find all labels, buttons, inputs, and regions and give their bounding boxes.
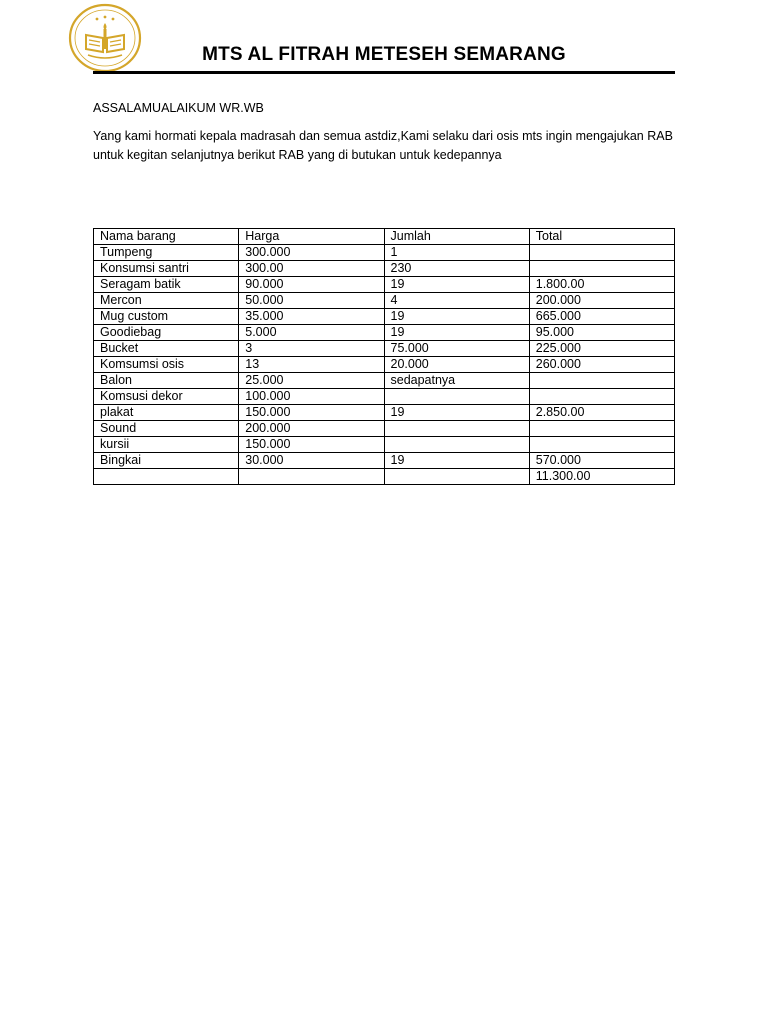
rab-table <box>93 228 675 485</box>
logo-star <box>104 16 107 19</box>
logo-star <box>112 18 115 21</box>
table-row <box>94 389 675 405</box>
table-cell: 200.000 <box>529 293 674 309</box>
table-cell: 13 <box>239 357 384 373</box>
table-cell: Sound <box>94 421 239 437</box>
table-cell: Tumpeng <box>94 245 239 261</box>
table-cell: Bucket <box>94 341 239 357</box>
table-cell: Mercon <box>94 293 239 309</box>
table-cell: Konsumsi santri <box>94 261 239 277</box>
table-row <box>94 373 675 389</box>
table-cell: 225.000 <box>529 341 674 357</box>
table-cell: 20.000 <box>384 357 529 373</box>
column-header: Harga <box>239 229 384 245</box>
table-cell: 665.000 <box>529 309 674 325</box>
table-row <box>94 341 675 357</box>
page-title: MTS AL FITRAH METESEH SEMARANG <box>202 44 566 65</box>
table-header-row <box>94 229 675 245</box>
table-cell: 300.00 <box>239 261 384 277</box>
table-cell <box>529 373 674 389</box>
table-cell: 19 <box>384 453 529 469</box>
table-cell <box>94 469 239 485</box>
table-cell <box>384 469 529 485</box>
table-cell: Komsusi dekor <box>94 389 239 405</box>
table-cell: 150.000 <box>239 405 384 421</box>
table-cell: 25.000 <box>239 373 384 389</box>
table-cell: 4 <box>384 293 529 309</box>
table-row <box>94 405 675 421</box>
header-divider <box>93 71 675 74</box>
table-cell: 19 <box>384 277 529 293</box>
table-cell: sedapatnya <box>384 373 529 389</box>
table-cell: 300.000 <box>239 245 384 261</box>
letter-greeting: ASSALAMUALAIKUM WR.WB <box>93 101 264 115</box>
table-cell: 90.000 <box>239 277 384 293</box>
table-row <box>94 437 675 453</box>
table-cell: 75.000 <box>384 341 529 357</box>
table-cell: plakat <box>94 405 239 421</box>
table-cell: 200.000 <box>239 421 384 437</box>
table-row <box>94 245 675 261</box>
table-cell: 570.000 <box>529 453 674 469</box>
table-cell: 35.000 <box>239 309 384 325</box>
grand-total-cell: 11.300.00 <box>529 469 674 485</box>
table-cell: 19 <box>384 325 529 341</box>
table-cell: 260.000 <box>529 357 674 373</box>
table-cell <box>529 421 674 437</box>
table-cell <box>529 437 674 453</box>
table-cell: 95.000 <box>529 325 674 341</box>
logo-star <box>96 18 99 21</box>
table-cell: 150.000 <box>239 437 384 453</box>
table-cell: kursii <box>94 437 239 453</box>
table-cell <box>529 389 674 405</box>
table-cell: 5.000 <box>239 325 384 341</box>
table-cell <box>239 469 384 485</box>
table-cell: 2.850.00 <box>529 405 674 421</box>
table-cell: 3 <box>239 341 384 357</box>
table-row <box>94 277 675 293</box>
table-row <box>94 309 675 325</box>
column-header: Total <box>529 229 674 245</box>
table-cell <box>384 421 529 437</box>
table-cell: Balon <box>94 373 239 389</box>
table-cell: Goodiebag <box>94 325 239 341</box>
table-cell: 1.800.00 <box>529 277 674 293</box>
table-cell: 30.000 <box>239 453 384 469</box>
table-cell: Seragam batik <box>94 277 239 293</box>
table-row <box>94 453 675 469</box>
table-cell: 50.000 <box>239 293 384 309</box>
column-header: Jumlah <box>384 229 529 245</box>
table-row <box>94 261 675 277</box>
table-row <box>94 325 675 341</box>
table-total-row <box>94 469 675 485</box>
table-row <box>94 293 675 309</box>
table-row <box>94 421 675 437</box>
table-cell <box>384 389 529 405</box>
column-header: Nama barang <box>94 229 239 245</box>
table-cell: 19 <box>384 309 529 325</box>
table-cell: 1 <box>384 245 529 261</box>
table-cell <box>529 245 674 261</box>
table-cell <box>529 261 674 277</box>
table-cell: Bingkai <box>94 453 239 469</box>
table-cell: 230 <box>384 261 529 277</box>
table-cell: Komsumsi osis <box>94 357 239 373</box>
table-row <box>94 357 675 373</box>
table-cell: 100.000 <box>239 389 384 405</box>
letter-paragraph: Yang kami hormati kepala madrasah dan semua astdiz,Kami selaku dari osis mts ingin mengajukan RAB untuk kegitan selanjutnya berikut RAB yang di butukan untuk kedepannya <box>93 129 673 162</box>
table-cell <box>384 437 529 453</box>
table-cell: 19 <box>384 405 529 421</box>
table-cell: Mug custom <box>94 309 239 325</box>
